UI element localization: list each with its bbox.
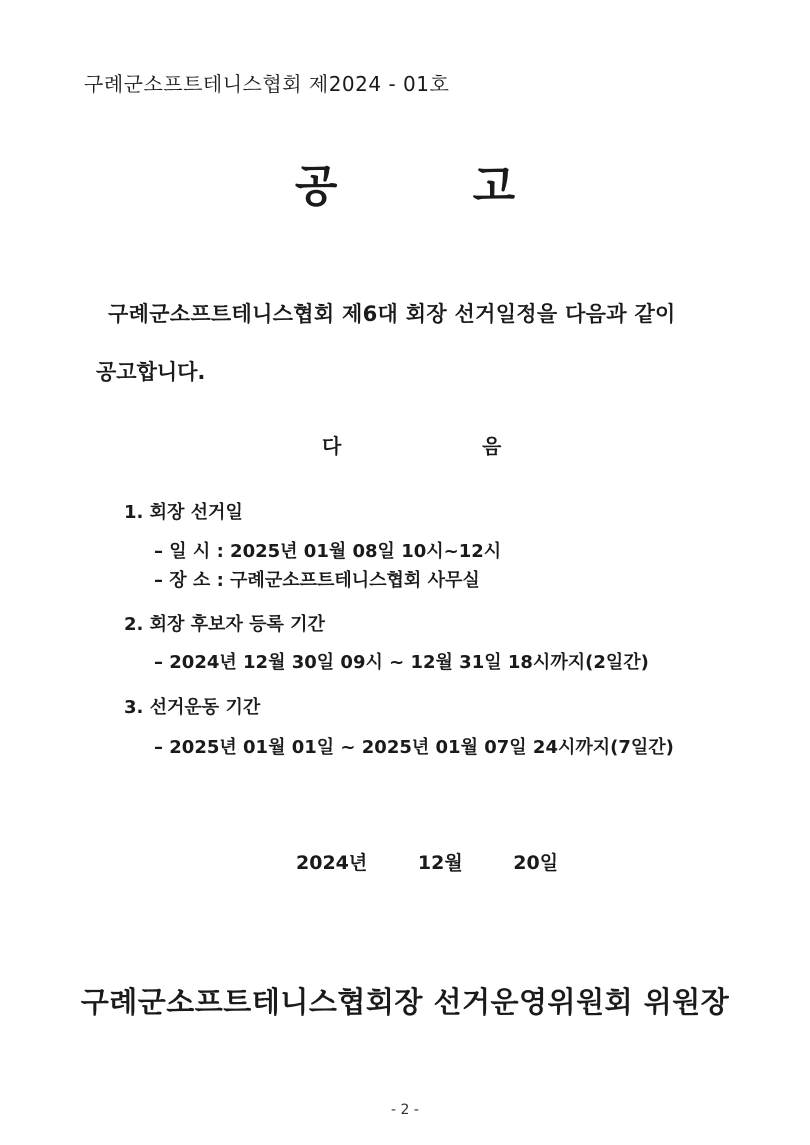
announcement-date — [296, 848, 558, 875]
date-day: 20일 — [513, 852, 559, 874]
date-month: 12월 — [417, 852, 463, 874]
section-1-item-datetime: – 일 시 : 2025년 01월 08일 10시~12시 — [154, 541, 502, 562]
page-number: - 2 - — [391, 1102, 419, 1118]
date-year: 2024년 — [296, 852, 368, 874]
section-1-title: 1. 회장 선거일 — [124, 502, 243, 523]
section-1-item-location: – 장 소 : 구례군소프트테니스협회 사무실 — [154, 570, 480, 591]
signer: 구례군소프트테니스협회장 선거운영위원회 위원장 — [80, 985, 730, 1019]
body-text-line-2: 공고합니다. — [96, 360, 206, 384]
title-char-2: 고 — [472, 161, 516, 212]
subheading-char-1: 다 — [322, 434, 342, 458]
page-title — [0, 150, 810, 214]
subheading-char-2: 음 — [482, 434, 502, 458]
section-2-item-period: – 2024년 12월 30일 09시 ~ 12월 31일 18시까지(2일간) — [154, 652, 649, 673]
section-3-title: 3. 선거운동 기간 — [124, 697, 261, 718]
body-text-line-1: 구례군소프트테니스협회 제6대 회장 선거일정을 다음과 같이 — [108, 302, 676, 326]
section-2-title: 2. 회장 후보자 등록 기간 — [124, 614, 325, 635]
document-number: 구례군소프트테니스협회 제2024 - 01호 — [84, 72, 450, 96]
title-char-1: 공 — [294, 161, 338, 212]
section-3-item-period: – 2025년 01월 01일 ~ 2025년 01월 07일 24시까지(7일간) — [154, 737, 674, 758]
